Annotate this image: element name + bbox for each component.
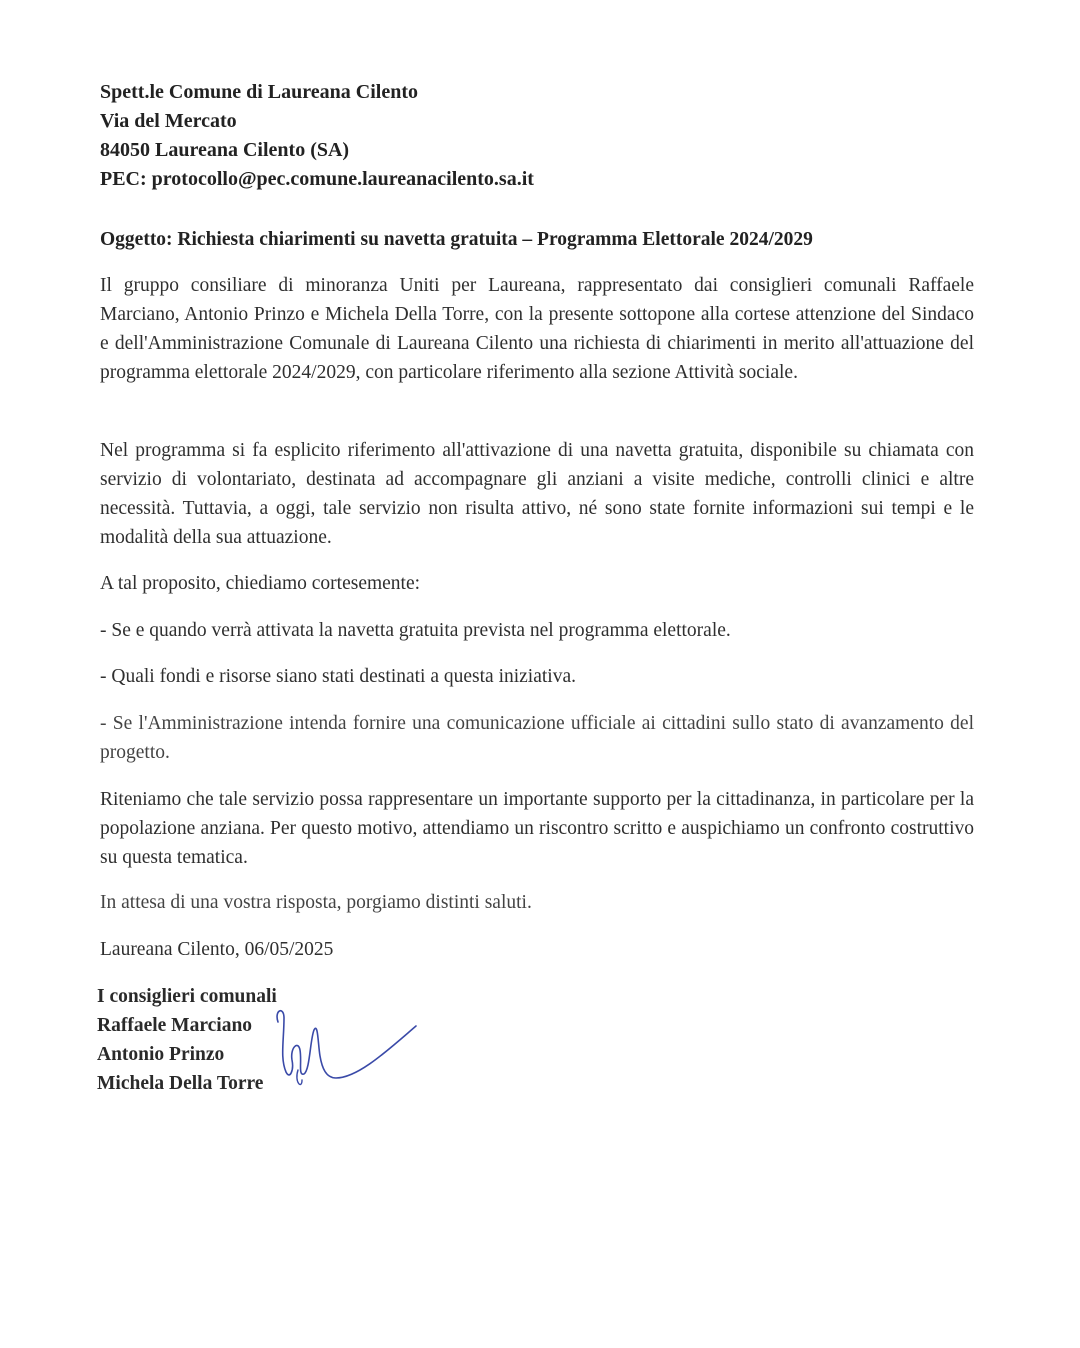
recipient-pec: PEC: protocollo@pec.comune.laureanacilento.sa.it [100,168,534,190]
recipient-street: Via del Mercato [100,110,237,132]
question-item: - Quali fondi e risorse siano stati destinati a questa iniziativa. [100,666,576,687]
place-date: Laureana Cilento, 06/05/2025 [100,939,334,960]
question-item: - Se l'Amministrazione intenda fornire una comunicazione ufficiale ai cittadini sullo stato di avanzamento del progetto. [100,713,974,763]
question-item: - Se e quando verrà attivata la navetta gratuita prevista nel programma elettorale. [100,620,731,641]
signatories-heading: I consiglieri comunali [97,986,277,1007]
letter-subject: Oggetto: Richiesta chiarimenti su navetta gratuita – Programma Elettorale 2024/2029 [100,229,813,250]
paragraph-context: Nel programma si fa esplicito riferimento all'attivazione di una navetta gratuita, disponibile su chiamata con servizio di volontariato, destinata ad accompagnare gli anziani a visite mediche, controlli clinici e altre necessità. Tuttavia, a oggi, tale servizio non risulta attivo, né sono state fornite informazioni sui tempi e le modalità della sua attuazione. [100,440,974,548]
paragraph-request-intro: A tal proposito, chiediamo cortesemente: [100,573,421,594]
recipient-name: Spett.le Comune di Laureana Cilento [100,81,418,103]
signatory-name: Michela Della Torre [97,1073,264,1094]
paragraph-greeting: In attesa di una vostra risposta, porgiamo distinti saluti. [100,892,532,913]
paragraph-closing: Riteniamo che tale servizio possa rappresentare un importante supporto per la cittadinanza, in particolare per la popolazione anziana. Per questo motivo, attendiamo un riscontro scritto e auspichiamo un confronto costruttivo su questa tematica. [100,789,974,868]
handwritten-signature [268,1000,428,1100]
paragraph-intro: Il gruppo consiliare di minoranza Uniti per Laureana, rappresentato dai consiglieri comunali Raffaele Marciano, Antonio Prinzo e Michela Della Torre, con la presente sottopone alla cortese attenzione del Sindaco e dell'Amministrazione Comunale di Laureana Cilento una richiesta di chiarimenti in merito all'attuazione del programma elettorale 2024/2029, con particolare riferimento alla sezione Attività sociale. [100,275,974,383]
signatory-name: Antonio Prinzo [97,1044,225,1065]
recipient-city: 84050 Laureana Cilento (SA) [100,139,350,161]
recipient-address [100,78,974,194]
signatory-name: Raffaele Marciano [97,1015,253,1036]
